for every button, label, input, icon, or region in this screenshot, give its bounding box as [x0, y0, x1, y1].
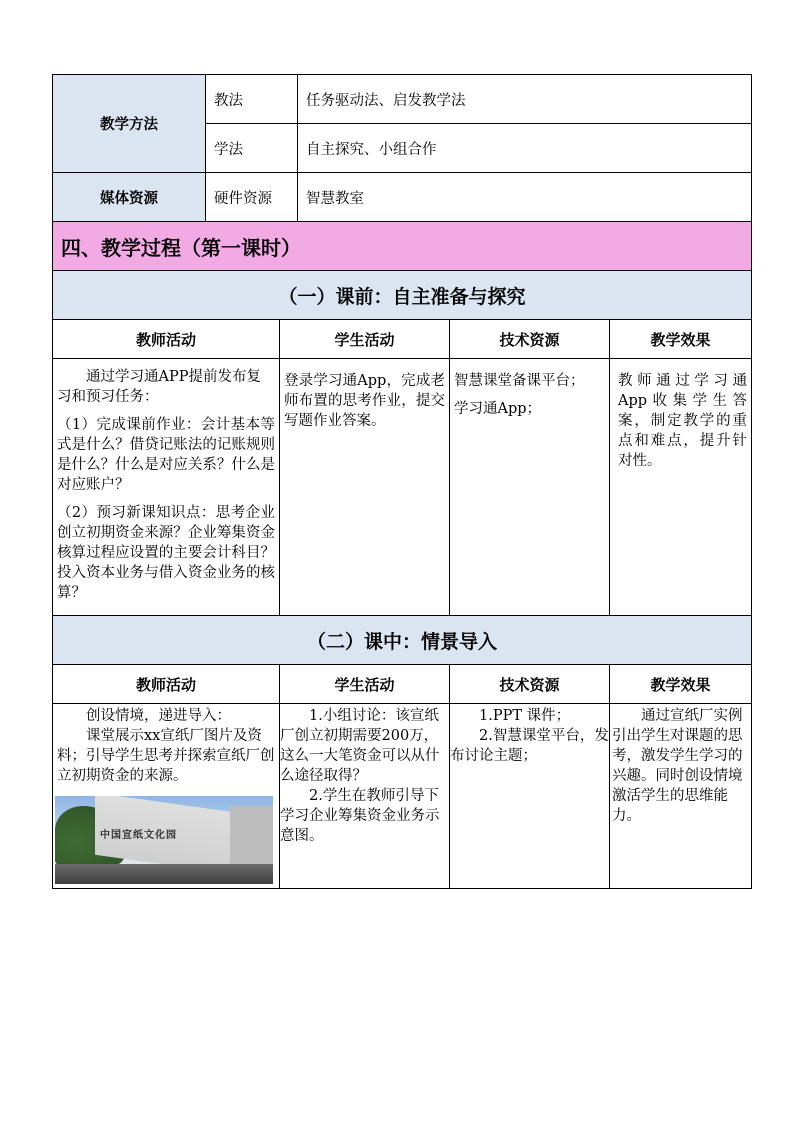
page: [52, 74, 751, 889]
part1-header-effect: 教学效果: [610, 320, 752, 359]
part1-tech-line: 智慧课堂备课平台；: [454, 373, 585, 389]
teach-value: 任务驱动法、启发教学法: [298, 75, 752, 124]
part2-student-line: 2.学生在教师引导下学习企业筹集资金业务示意图。: [280, 788, 440, 844]
media-label: 媒体资源: [53, 173, 206, 222]
part1-effect-text: 教师通过学习通App收集学生答案，制定教学的重点和难点，提升针对性。: [618, 373, 747, 469]
part1-teacher-line: （2）预习新课知识点：思考企业创立初期资金来源？企业筹集资金核算过程应设置的主要会计科目？投入资本业务与借入资金业务的核算？: [57, 505, 275, 601]
factory-photo: [55, 796, 273, 884]
info-table: [52, 74, 752, 222]
part2-tech-line: 2.智慧课堂平台，发布讨论主题；: [450, 728, 609, 764]
part2-header-teacher: 教师活动: [53, 665, 280, 704]
process-table: [52, 221, 752, 889]
part1-effect-cell: [610, 359, 752, 616]
part1-teacher-line: 通过学习通APP提前发布复习和预习任务：: [57, 369, 261, 405]
part2-student-line: 1.小组讨论：该宣纸厂创立初期需要200万，这么一大笔资金可以从什么途径取得？: [280, 708, 440, 784]
part2-effect-text: 通过宣纸厂实例引出学生对课题的思考，激发学生学习的兴趣。同时创设情境激活学生的思维能力。: [612, 708, 743, 824]
part2-student-cell: [280, 704, 450, 889]
part2-header-tech: 技术资源: [450, 665, 610, 704]
part1-header-tech: 技术资源: [450, 320, 610, 359]
part1-header-teacher: 教师活动: [53, 320, 280, 359]
part1-teacher-cell: [53, 359, 280, 616]
method-label: 教学方法: [53, 75, 206, 173]
part2-tech-line: 1.PPT 课件；: [479, 708, 571, 724]
hardware-label: 硬件资源: [206, 173, 298, 222]
part1-student-text: 登录学习通App，完成老师布置的思考作业，提交写题作业答案。: [284, 373, 445, 429]
part1-teacher-line: （1）完成课前作业：会计基本等式是什么？借贷记账法的记账规则是什么？什么是对应关系？什么是对应账户？: [57, 417, 275, 493]
part2-teacher-cell: [53, 704, 280, 889]
part2-tech-cell: [450, 704, 610, 889]
part1-student-cell: [280, 359, 450, 616]
part2-teacher-line: 课堂展示xx宣纸厂图片及资料；引导学生思考并探索宣纸厂创立初期资金的来源。: [57, 728, 275, 784]
hardware-value: 智慧教室: [298, 173, 752, 222]
photo-sign: 中国宣纸文化园: [100, 830, 177, 841]
part2-header-student: 学生活动: [280, 665, 450, 704]
part2-header-effect: 教学效果: [610, 665, 752, 704]
learn-label: 学法: [206, 124, 298, 173]
part1-header-student: 学生活动: [280, 320, 450, 359]
part1-tech-line: 学习通App；: [454, 401, 542, 417]
part2-title: （二）课中：情景导入: [53, 616, 752, 665]
part2-effect-cell: [610, 704, 752, 889]
section-title: 四、教学过程（第一课时）: [53, 222, 752, 271]
learn-value: 自主探究、小组合作: [298, 124, 752, 173]
part2-teacher-line: 创设情境，递进导入：: [86, 708, 231, 724]
teach-label: 教法: [206, 75, 298, 124]
part1-tech-cell: [450, 359, 610, 616]
part1-title: （一）课前：自主准备与探究: [53, 271, 752, 320]
